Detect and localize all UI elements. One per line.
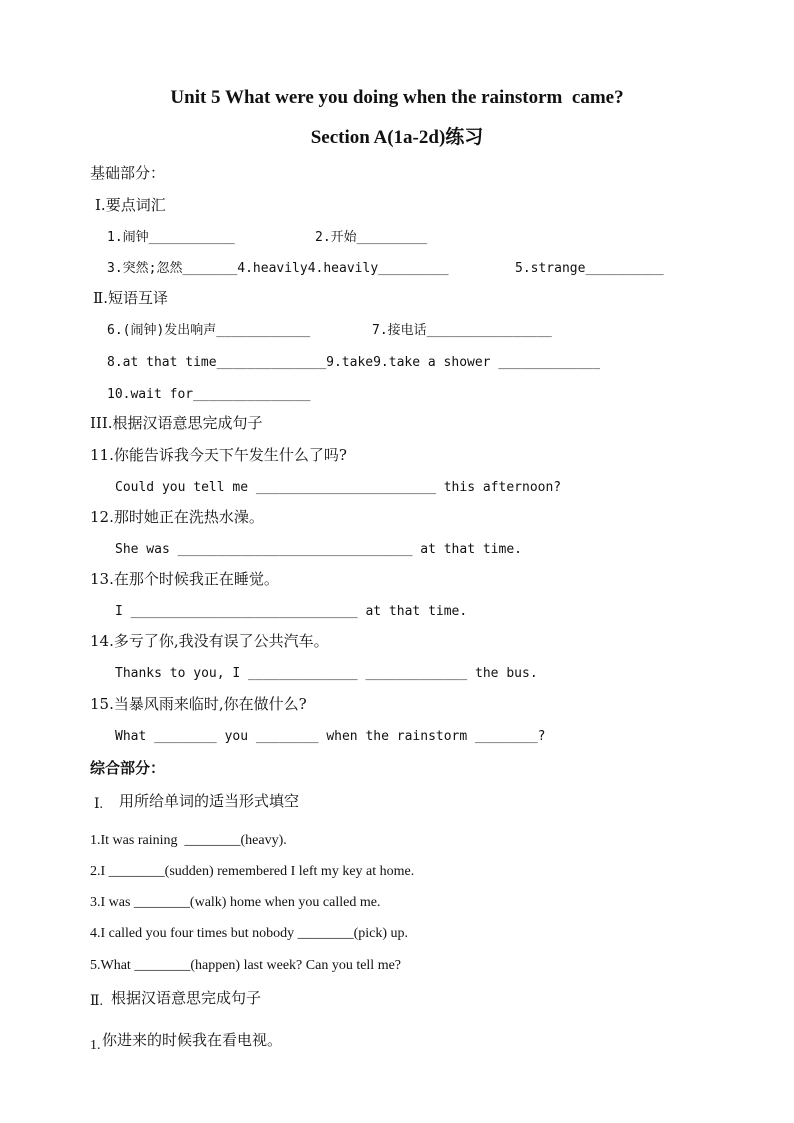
translation-q1-number: 1.: [90, 1038, 101, 1053]
question-8-9: 8.at that time______________9.take9.take a shower _____________: [107, 355, 601, 370]
basic-part3-label: III.根据汉语意思完成句子: [90, 414, 263, 432]
exercise-item-1: 1.It was raining ________(heavy).: [90, 833, 287, 848]
question-10: 10.wait for_______________: [107, 387, 311, 402]
exercise-item-2: 2.I ________(sudden) remembered I left my key at home.: [90, 864, 415, 879]
page-subtitle: Section A(1a-2d)练习: [310, 127, 484, 148]
question-5: 5.strange__________: [515, 261, 664, 276]
question-12-en: She was ______________________________ at that time.: [115, 542, 522, 557]
comprehensive-part2-label: 根据汉语意思完成句子: [111, 989, 262, 1007]
question-13-zh: 13.在那个时候我正在睡觉。: [90, 570, 279, 588]
question-7: 7.接电话________________: [372, 323, 552, 338]
basic-part2-label: Ⅱ.短语互译: [93, 289, 168, 307]
comprehensive-part1-label: 用所给单词的适当形式填空: [119, 792, 300, 810]
question-11-en: Could you tell me _______________________ this afternoon?: [115, 480, 562, 495]
question-2: 2.开始_________: [315, 230, 428, 245]
question-14-en: Thanks to you, I ______________ _____________ the bus.: [115, 666, 538, 681]
translation-q1-zh: 你进来的时候我在看电视。: [102, 1031, 283, 1049]
question-1: 1.闹钟___________: [107, 230, 235, 245]
comprehensive-part2-roman: Ⅱ.: [90, 994, 104, 1009]
question-14-zh: 14.多亏了你,我没有误了公共汽车。: [90, 632, 329, 650]
question-3-4: 3.突然;忽然_______4.heavily4.heavily_________: [107, 261, 449, 276]
page-title: Unit 5 What were you doing when the rainstorm came?: [170, 87, 624, 108]
comprehensive-heading: 综合部分：: [90, 759, 166, 777]
exercise-item-3: 3.I was ________(walk) home when you called me.: [90, 895, 381, 910]
question-15-en: What ________ you ________ when the rainstorm ________?: [115, 729, 546, 744]
question-11-zh: 11.你能告诉我今天下午发生什么了吗?: [90, 446, 347, 464]
comprehensive-part1-roman: Ⅰ.: [94, 797, 104, 812]
question-15-zh: 15.当暴风雨来临时,你在做什么?: [90, 695, 307, 713]
basic-heading: 基础部分：: [90, 164, 166, 182]
exercise-item-5: 5.What ________(happen) last week? Can you tell me?: [90, 958, 402, 973]
exercise-item-4: 4.I called you four times but nobody ________(pick) up.: [90, 926, 409, 941]
basic-part1-label: Ⅰ.要点词汇: [95, 196, 166, 214]
question-13-en: I _____________________________ at that time.: [115, 604, 468, 619]
question-12-zh: 12.那时她正在洗热水澡。: [90, 508, 264, 526]
question-6: 6.(闹钟)发出响声____________: [107, 323, 311, 338]
